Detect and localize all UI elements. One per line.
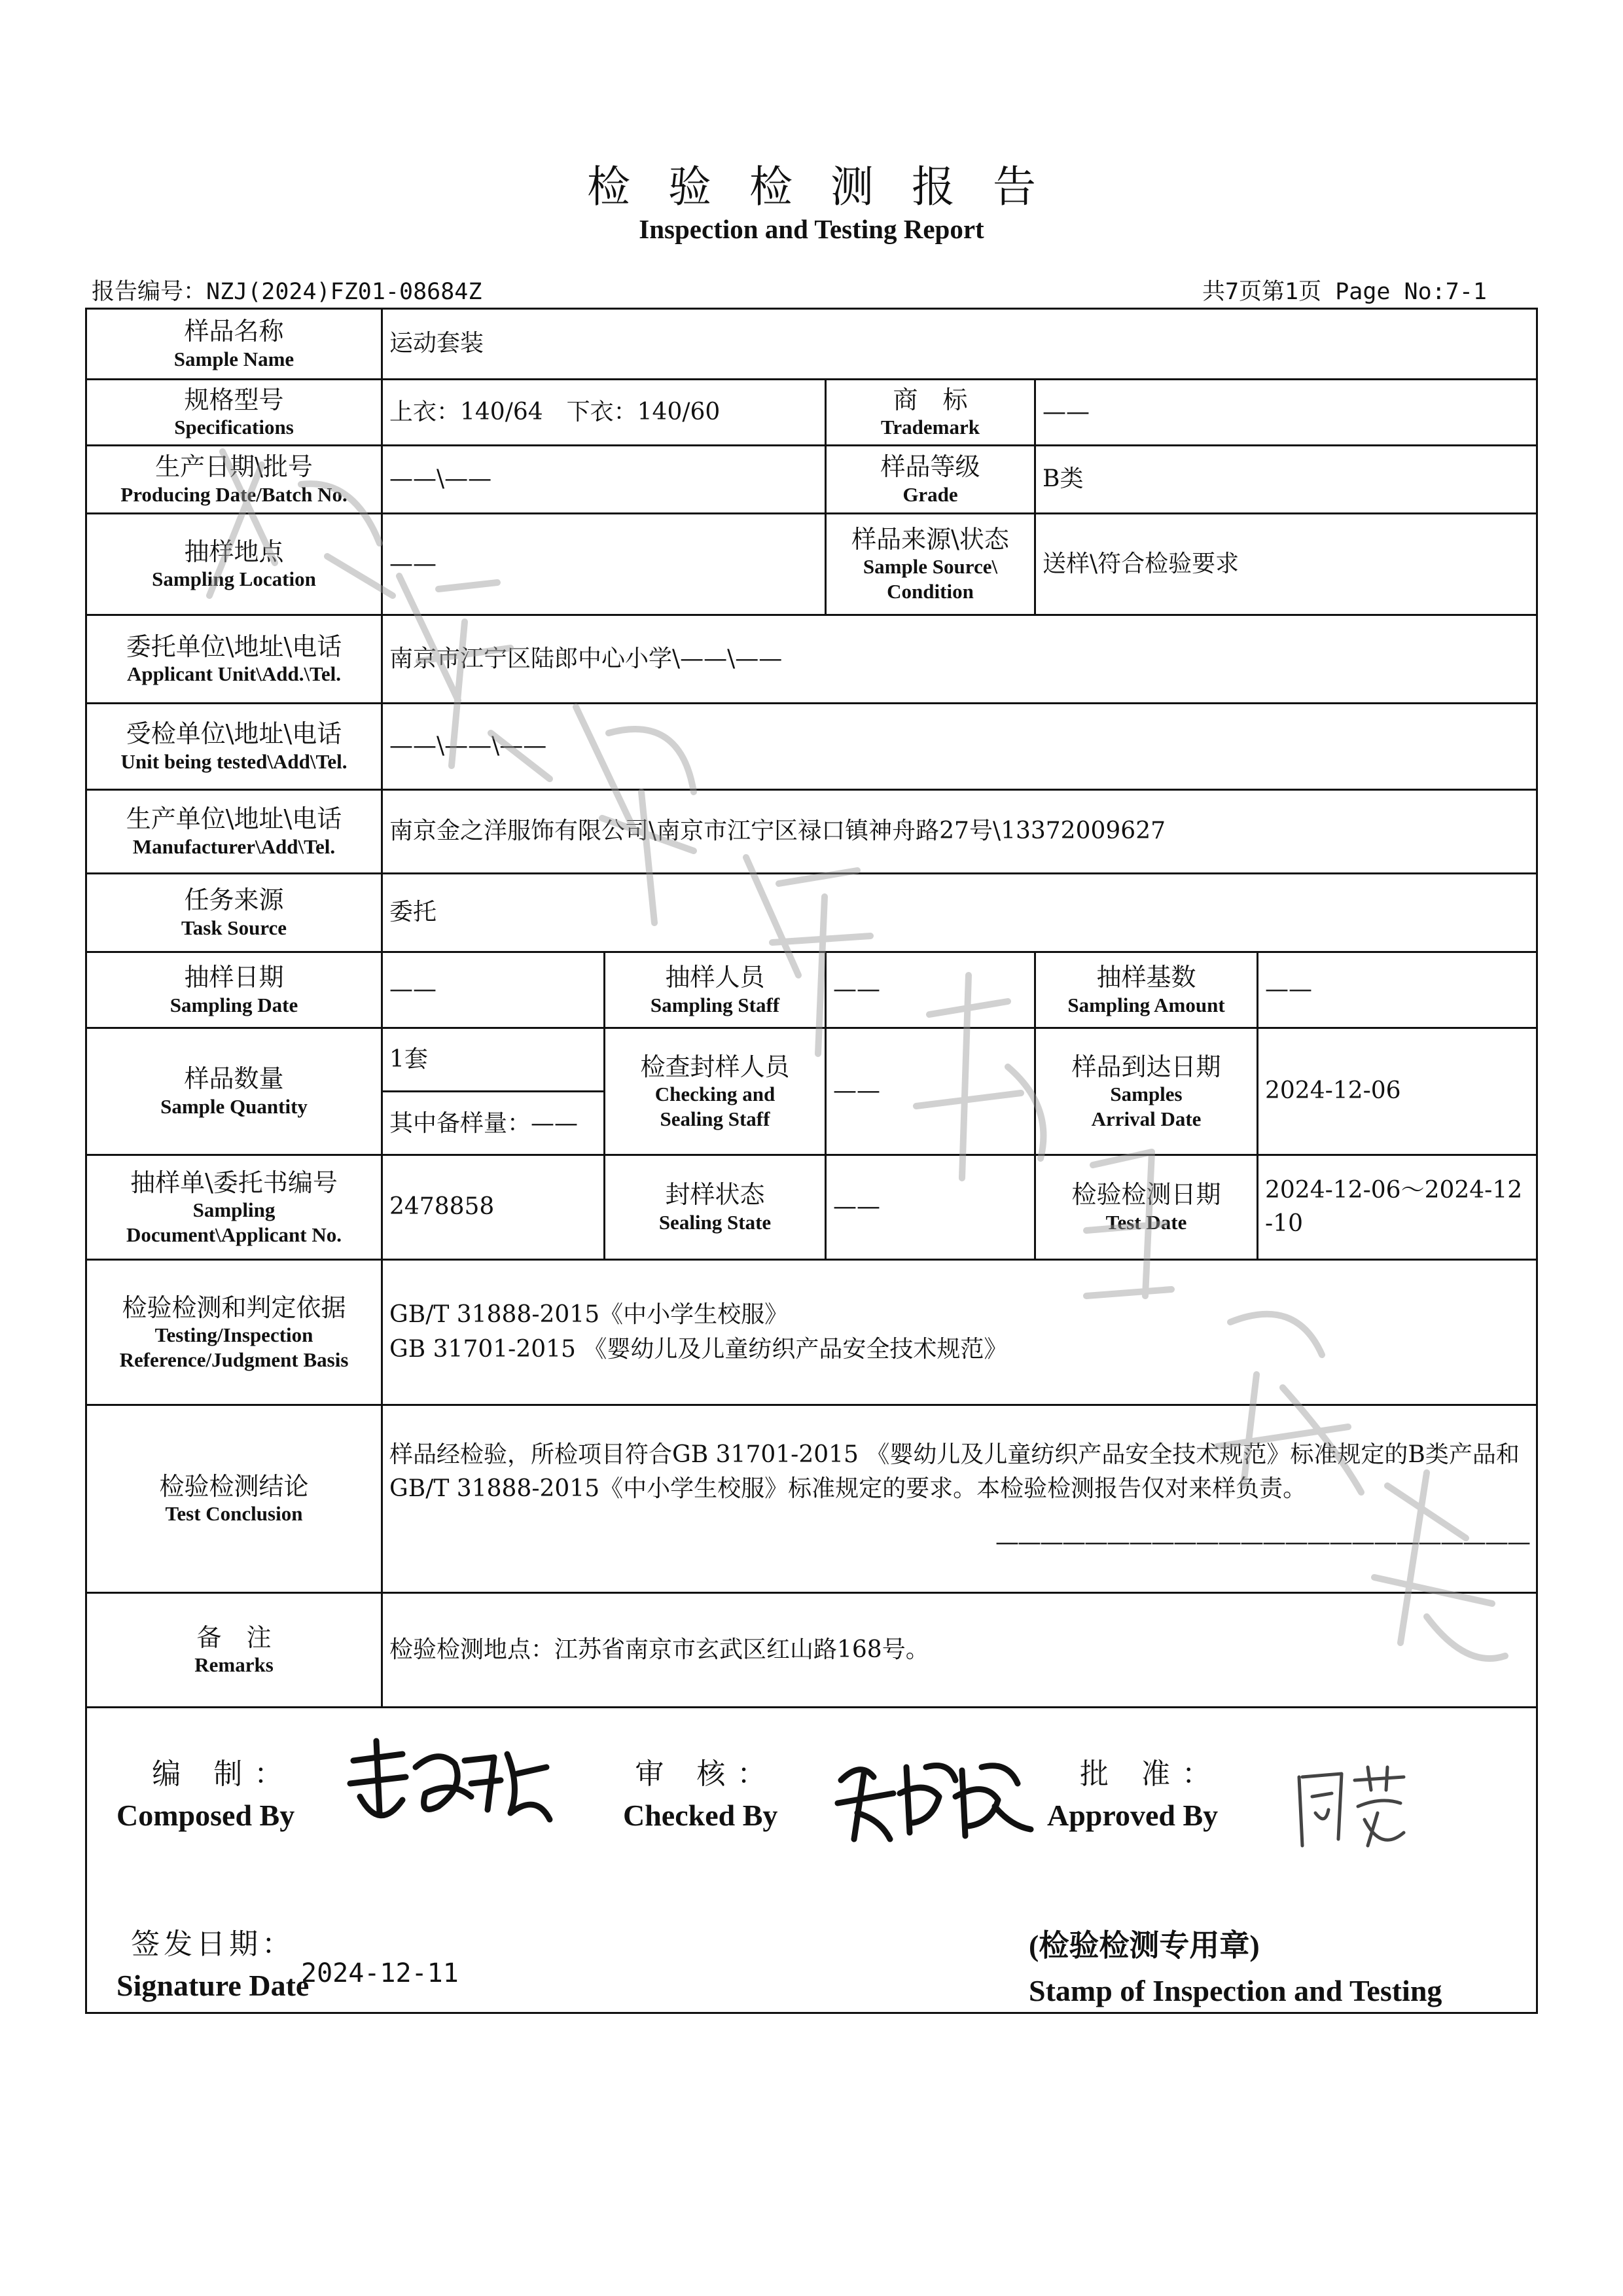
sample-name-value: 运动套装 (382, 309, 1537, 380)
doc-no-label: 抽样单\委托书编号 Sampling Document\Applicant No. (86, 1155, 382, 1260)
conclusion-label: 检验检测结论 Test Conclusion (86, 1405, 382, 1593)
sample-quantity-label: 样品数量 Sample Quantity (86, 1028, 382, 1155)
basis-label: 检验检测和判定依据 Testing/Inspection Reference/Judgment Basis (86, 1260, 382, 1405)
manufacturer-value: 南京金之洋服饰有限公司\南京市江宁区禄口镇神舟路27号\13372009627 (382, 790, 1537, 874)
task-source-label: 任务来源 Task Source (86, 874, 382, 952)
conclusion-dash-line: ———————————————————————— (995, 1529, 1530, 1556)
test-date-label: 检验检测日期 Test Date (1035, 1155, 1258, 1260)
sample-name-label: 样品名称 Sample Name (86, 309, 382, 380)
report-number: 报告编号：NZJ(2024)FZ01-08684Z (92, 279, 482, 305)
trademark-label: 商 标 Trademark (826, 380, 1035, 446)
composed-by-label: 编 制： Composed By (116, 1757, 295, 1832)
report-title-en: Inspection and Testing Report (639, 214, 984, 244)
spec-label: 规格型号 Specifications (86, 380, 382, 446)
prod-date-value: ——\—— (382, 446, 826, 514)
arrival-date-value: 2024-12-06 (1258, 1028, 1537, 1155)
basis-line-2: GB 31701-2015 《婴幼儿及儿童纺织产品安全技术规范》 (389, 1335, 1008, 1363)
signature-date-value: 2024-12-11 (301, 1958, 459, 1988)
sealing-staff-value: —— (826, 1028, 1035, 1155)
sample-quantity-value: 1套 (382, 1028, 605, 1092)
grade-label: 样品等级 Grade (826, 446, 1035, 514)
watermark (183, 425, 1525, 1898)
remarks-value: 检验检测地点：江苏省南京市玄武区红山路168号。 (382, 1593, 1537, 1708)
conclusion-text: 样品经检验，所检项目符合GB 31701-2015 《婴幼儿及儿童纺织产品安全技术规范》标准规定的B类产品和GB/T 31888-2015《中小学生校服》标准规定的要求。本检验检测报告仅对来样负责。 (389, 1441, 1520, 1502)
spec-value: 上衣：140/64 下衣：140/60 (382, 380, 826, 446)
prod-date-label: 生产日期\批号 Producing Date/Batch No. (86, 446, 382, 514)
sealing-state-value: —— (826, 1155, 1035, 1260)
doc-no-value: 2478858 (382, 1155, 605, 1260)
basis-line-1: GB/T 31888-2015《中小学生校服》 (389, 1301, 789, 1329)
stamp-label-en: Stamp of Inspection and Testing (1029, 1974, 1442, 2007)
task-source-value: 委托 (382, 874, 1537, 952)
stamp-label (1029, 1923, 1442, 2013)
sample-reserve-value: 其中备样量：—— (382, 1092, 605, 1155)
report-title-cn: 检验检测报告 (587, 162, 1074, 212)
sample-source-value: 送样\符合检验要求 (1035, 514, 1537, 615)
applicant-label: 委托单位\地址\电话 Applicant Unit\Add.\Tel. (86, 615, 382, 704)
page-info: 共7页第1页 Page No:7-1 (1202, 279, 1487, 305)
sampling-amount-value: —— (1258, 952, 1537, 1028)
sealing-staff-label: 检查封样人员 Checking and Sealing Staff (605, 1028, 826, 1155)
stamp-label-cn: (检验检测专用章) (1029, 1929, 1260, 1962)
signature-date-label: 签发日期： Signature Date (116, 1928, 310, 2002)
sampling-date-label: 抽样日期 Sampling Date (86, 952, 382, 1028)
row-sample-name (86, 309, 1537, 380)
sampling-location-label: 抽样地点 Sampling Location (86, 514, 382, 615)
remarks-label: 备 注 Remarks (86, 1593, 382, 1708)
checked-by-label: 审 核： Checked By (623, 1757, 778, 1832)
trademark-value: —— (1035, 380, 1537, 446)
sample-source-label: 样品来源\状态 Sample Source\ Condition (826, 514, 1035, 615)
grade-value: B类 (1035, 446, 1537, 514)
unit-tested-value: ——\——\—— (382, 704, 1537, 790)
applicant-value: 南京市江宁区陆郎中心小学\——\—— (382, 615, 1537, 704)
test-date-value: 2024-12-06～2024-12-10 (1258, 1155, 1537, 1260)
manufacturer-label: 生产单位\地址\电话 Manufacturer\Add\Tel. (86, 790, 382, 874)
sampling-amount-label: 抽样基数 Sampling Amount (1035, 952, 1258, 1028)
sampling-staff-value: —— (826, 952, 1035, 1028)
sealing-state-label: 封样状态 Sealing State (605, 1155, 826, 1260)
arrival-date-label: 样品到达日期 Samples Arrival Date (1035, 1028, 1258, 1155)
sampling-staff-label: 抽样人员 Sampling Staff (605, 952, 826, 1028)
unit-tested-label: 受检单位\地址\电话 Unit being tested\Add\Tel. (86, 704, 382, 790)
approved-by-label: 批 准： Approved By (1047, 1757, 1222, 1832)
sampling-date-value: —— (382, 952, 605, 1028)
sampling-location-value: —— (382, 514, 826, 615)
